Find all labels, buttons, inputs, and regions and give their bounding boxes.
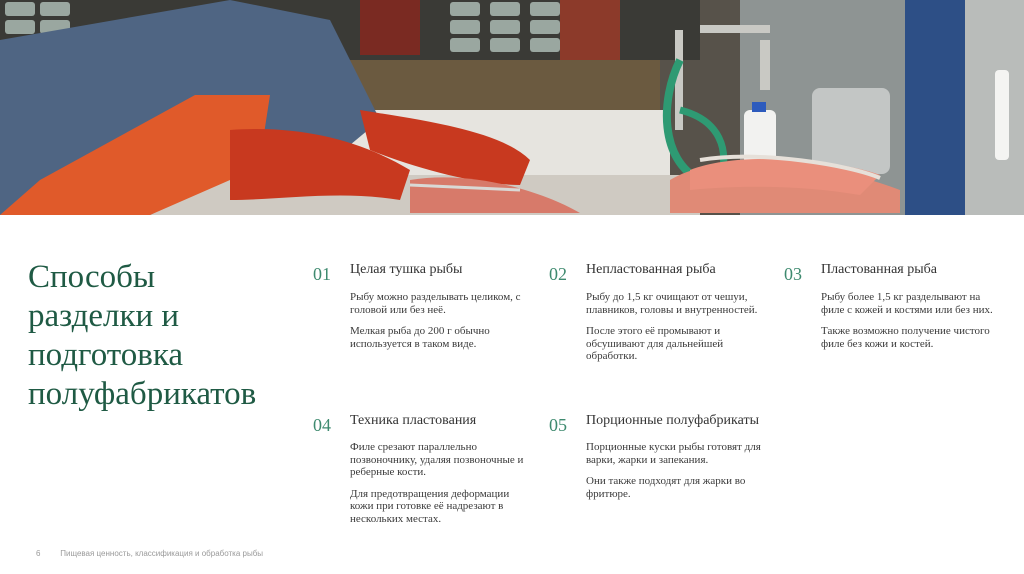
step-paragraph: Рыбу более 1,5 кг разделывают на филе с кожей и костями или без них. [821,291,993,316]
step-number: 04 [313,415,331,435]
step-number: 01 [313,264,331,284]
step-paragraph: Для предотвращения деформации кожи при готовке её надрезают в нескольких местах. [350,487,510,525]
step-heading: Техника пластования [350,413,477,428]
footer-text: Пищевая ценность, классификация и обработка рыбы [60,549,264,558]
step-heading: Порционные полуфабрикаты [586,413,760,428]
step-description [586,291,761,372]
step-description [350,291,525,359]
step-paragraph: Они также подходят для жарки во фритюре. [586,475,746,500]
step-description [350,441,525,535]
photo-illustration [0,0,1024,215]
step-description [821,291,996,359]
fish-cutting-photo [0,0,1024,215]
step-description [586,441,761,509]
step-heading: Целая тушка рыбы [350,262,463,277]
step-number: 03 [784,264,802,284]
step-paragraph: Порционные куски рыбы готовят для варки, жарки и запекания. [586,441,761,466]
slide-footer [36,549,263,558]
step-heading: Непластованная рыба [586,262,716,277]
step-paragraph: Мелкая рыба до 200 г обычно используется в таком виде. [350,325,490,350]
step-paragraph: Также возможно получение чистого филе без кожи и костей. [821,325,990,350]
slide-title: Способы разделки и подготовка полуфабрикатов [28,259,257,412]
step-paragraph: Филе срезают параллельно позвоночнику, удаляя позвоночные и реберные кости. [350,441,524,479]
step-number: 02 [549,264,567,284]
step-paragraph: Рыбу можно разделывать целиком, с головой или без неё. [350,291,521,316]
step-heading: Пластованная рыба [821,262,937,277]
step-number: 05 [549,415,567,435]
page-number: 6 [36,549,41,558]
step-paragraph: После этого её промывают и обсушивают для дальнейшей обработки. [586,325,724,363]
step-paragraph: Рыбу до 1,5 кг очищают от чешуи, плавников, головы и внутренностей. [586,291,758,316]
